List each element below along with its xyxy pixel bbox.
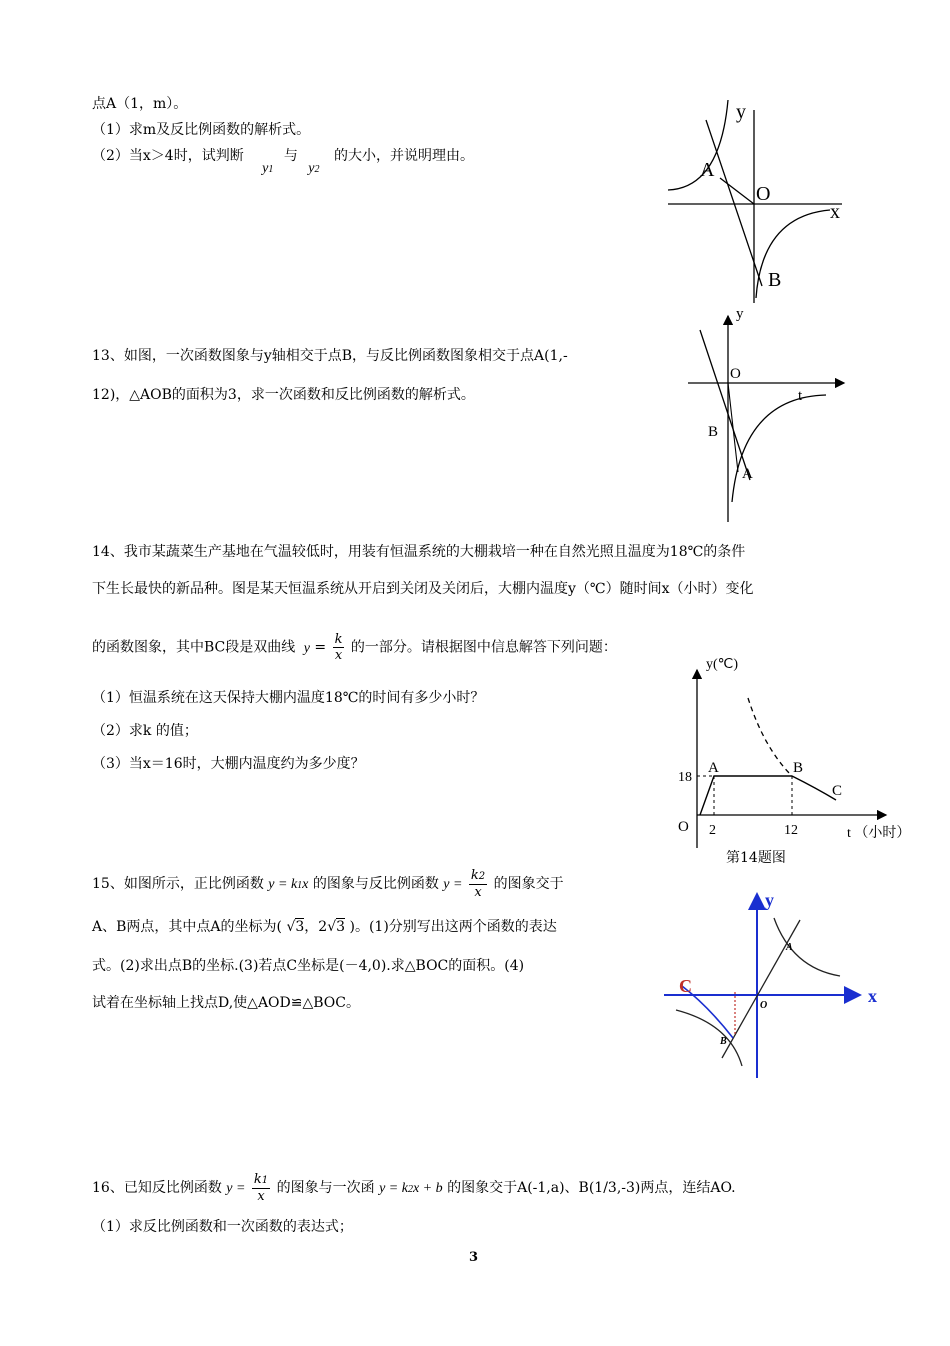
q14-part2: （2）求k 的值； [92,723,198,739]
q14-curve-bc [792,776,836,800]
q14-line1: 14、我市某蔬菜生产基地在气温较低时，用装有恒温系统的大棚栽培一种在自然光照且温度为18℃的条件 [92,544,746,560]
q14-label-a: A [708,760,719,776]
q15-line1-text-a: 15、如图所示，正比例函数 [92,876,264,892]
q12-part2 [92,147,474,176]
q15-fraction [469,868,487,900]
q15-sqrt3b: √3 [327,919,346,935]
q13-line1: 13、如图，一次函数图象与y轴相交于点B，与反比例函数图象相交于点A(1,- [92,348,568,364]
q16-frac-den: x [257,1189,265,1204]
q16-fraction [252,1172,270,1204]
q14-part1: （1）恒温系统在这天保持大棚内温度18℃的时间有多少小时？ [92,690,485,706]
q13-line [700,330,750,480]
q13-label-t: t [798,388,803,404]
q16-line1-text-a: 16、已知反比例函数 [92,1180,222,1196]
q14-figure [660,648,925,870]
q14-label-c: C [832,783,843,799]
q12-y2: y2 [308,161,320,176]
q16-eq-y: y = [226,1181,246,1196]
q14-label-x: t （小时） [847,826,911,841]
q15-label-y: y [765,890,774,910]
q13-line2: 12)，△AOB的面积为3，求一次函数和反比例函数的解析式。 [92,387,475,403]
q15-line2-text-b: )。(1)分别写出这两个函数的表达 [349,919,557,935]
q12-part1: （1）求m及反比例函数的解析式。 [92,122,311,138]
q13-label-a: A [742,466,753,482]
q15-line [722,920,800,1058]
q15-line3: 式。(2)求出点B的坐标.(3)若点C坐标是(－4,0).求△BOC的面积。(4) [92,958,525,974]
q12-label-o: O [756,183,771,205]
q14-part3: （3）当x＝16时，大棚内温度约为多少度？ [92,756,365,772]
q14-tick-12: 12 [784,823,798,838]
q13-label-o: O [730,366,741,382]
q12-line0: 点A（1，m）。 [92,96,188,112]
q14-caption: 第14题图 [726,850,786,866]
q14-frac-den: x [334,648,343,663]
q14-eq-y: y [303,640,310,656]
q16-line1-text-b: 的图象与一次函 [276,1180,375,1196]
q13-segment-oa [728,383,738,472]
q15-line2-text-a: A、B两点，其中点A的坐标为( [92,919,282,935]
q14-frac-num: k [334,632,343,647]
q15-frac-den: x [474,885,482,900]
q12-part2-text-b: 的大小，并说明理由。 [333,148,474,164]
q14-eq-eq: = [314,639,327,656]
q12-label-x: x [830,201,840,223]
q15-label-x: x [868,986,877,1006]
q12-figure [660,98,860,308]
q15-line1-text-b: 的图象与反比例函数 [312,876,439,892]
q14-tick-2: 2 [709,823,716,838]
q15-label-a: A [786,942,793,953]
q13-label-b: B [708,424,719,440]
q15-coord-sep: ，2 [304,919,328,935]
q16-eq2: y = k2x + b [379,1181,443,1196]
q12-yu: 与 [283,148,298,164]
q15-line4: 试着在坐标轴上找点D,使△AOD≌△BOC。 [92,995,360,1011]
q14-curve-dashed [748,698,792,776]
q16-part1: （1）求反比例函数和一次函数的表达式； [92,1219,353,1235]
q12-hyperbola-upper [668,100,728,190]
q15-line2 [92,918,557,936]
q15-eq1: y = k1x [268,877,309,892]
q14-label-18: 18 [678,770,692,785]
q15-label-o: O [760,1000,768,1011]
q12-label-y: y [736,101,746,123]
q15-label-c: C [679,976,692,996]
q16-line1 [92,1172,736,1204]
q16-line1-text-c: 的图象交于A(-1,a)、B(1/3,-3)两点，连结AO. [447,1180,736,1196]
q14-label-o: O [678,819,689,835]
q15-frac-num: k2 [470,868,486,883]
q14-line3-text-a: 的函数图象，其中BC段是双曲线 [92,639,296,656]
q12-part2-text-a: （2）当x＞4时，试判断 [92,148,244,164]
q15-line1 [92,868,564,900]
q13-figure [680,302,860,524]
q13-hyperbola [732,395,826,502]
q15-line1-text-c: 的图象交于 [493,876,564,892]
q16-frac-num: k1 [253,1172,269,1187]
q12-segment-ao [720,178,754,204]
q14-label-y: y(℃) [706,657,739,672]
q15-eq2-y: y = [443,877,463,892]
q13-label-y: y [736,306,744,322]
q15-hyperbola-upper [774,918,840,976]
q12-y1: y1 [262,161,274,176]
q14-fraction [333,632,345,663]
q15-figure [662,888,887,1080]
q15-label-b: B [720,1036,727,1047]
q12-label-a: A [700,159,715,181]
q15-sqrt3: √3 [286,919,305,935]
q14-line3 [92,632,617,663]
page-number: 3 [469,1250,479,1265]
q14-line2: 下生长最快的新品种。图是某天恒温系统从开启到关闭及关闭后，大棚内温度y（℃）随时间x（小时）变化 [92,581,754,597]
q14-line3-text-b: 的一部分。请根据图中信息解答下列问题： [350,639,617,656]
q14-label-b: B [793,760,804,776]
q12-label-b: B [768,269,782,291]
